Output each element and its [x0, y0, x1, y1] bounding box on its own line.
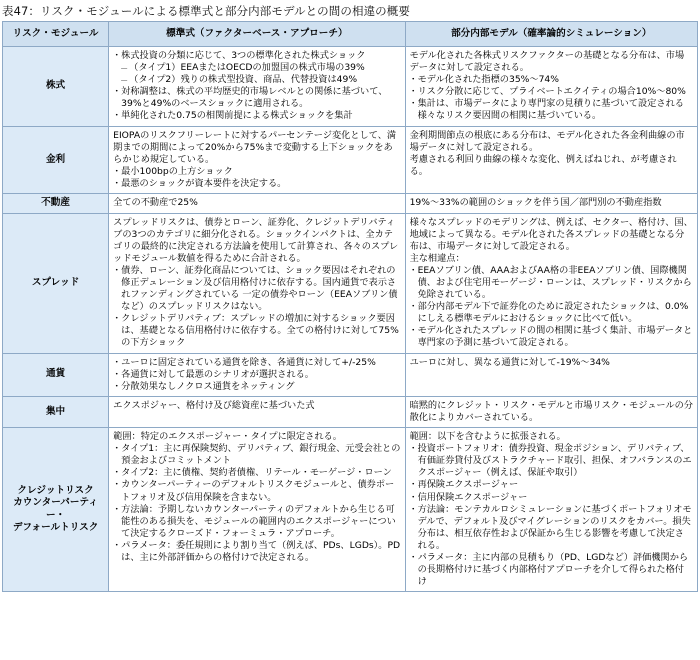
table-caption: 表47：リスク・モジュールによる標準式と部分内部モデルとの間の相違の概要 — [2, 4, 410, 18]
standard-formula-item: ・ クレジットデリバティブ：スプレッドの増加に対するショック要因は、基礎となる信用格付けに依存する。全ての格付けに対して75%の下方ショック — [113, 313, 400, 349]
internal-model-item: ・ 部分内部モデル下で証券化のために設定されたショックは、0.0%にしえる標準モデルにおけるショックに比べて低い。 — [410, 301, 693, 325]
risk-module-label: 株式 — [3, 47, 109, 127]
internal-model-item: ・ モデル化されたスプレッドの間の相関に基づく集計、市場データと専門家の予測に基づいて設定される。 — [410, 325, 693, 349]
standard-formula-list — [113, 197, 400, 209]
standard-formula-cell — [109, 126, 405, 193]
standard-formula-cell — [109, 396, 405, 427]
risk-module-label: 不動産 — [3, 194, 109, 214]
risk-module-label: クレジットリスク カウンターパーティー・ デフォールトリスク — [3, 428, 109, 592]
standard-formula-item: ・ 対称調整は、株式の平均歴史的市場レベルとの関係に基づいて、39%と49%のベースショックに適用される。 — [113, 86, 400, 110]
internal-model-cell — [405, 353, 697, 396]
standard-formula-cell — [109, 428, 405, 592]
internal-model-cell — [405, 213, 697, 353]
risk-module-label: 金利 — [3, 126, 109, 193]
internal-model-item: ユーロに対し、異なる通貨に対して-19%～34% — [409, 356, 610, 368]
standard-formula-item: ・ カウンターパーティーのデフォルトリスクモジュールと、債券ポートフォリオ及び信用保険を含まない。 — [113, 479, 400, 503]
internal-model-cell — [405, 428, 697, 592]
internal-model-cell — [405, 47, 697, 127]
internal-model-list — [410, 197, 693, 209]
standard-formula-list — [113, 431, 400, 564]
standard-formula-item: ・ ユーロに固定されている通貨を除き、各通貨に対して+/-25% — [113, 357, 400, 369]
standard-formula-item: ・ 分散効果なしノクロス通貨をネッティング — [113, 381, 400, 393]
standard-formula-cell — [109, 194, 405, 214]
internal-model-item: モデル化された各株式リスクファクターの基礎となる分布は、市場データに対して設定される。 — [409, 50, 685, 74]
standard-formula-cell — [109, 213, 405, 353]
table-row — [3, 194, 698, 214]
comparison-table — [2, 21, 698, 592]
standard-formula-item: ・ 最小100bpの上方ショック — [113, 166, 400, 178]
risk-module-label: 通貨 — [3, 353, 109, 396]
table-body — [3, 47, 698, 592]
risk-module-label: 集中 — [3, 396, 109, 427]
standard-formula-item: スプレッドリスクは、債券とローン、証券化、クレジットデリバティブの3つのカテゴリに細分化される。ショックインパクトは、全カテゴリの最終的に決定される方法論を使用して計算され、各々のスプレッドモジュール数値を得るために合計される。 — [113, 216, 399, 264]
table-row — [3, 47, 698, 127]
internal-model-list — [410, 357, 693, 369]
standard-formula-item: － （タイプ2）残りの株式型投資、商品、代替投資は49% — [113, 74, 400, 86]
standard-formula-item: 全ての不動産で25% — [113, 197, 198, 209]
internal-model-item: ・ 方法論：モンテカルロシミュレーションに基づくポートフォリオモデルで、デフォルト及びマイグレーションのリスクをカバー。損失分布は、相互依存性および保証から生じる影響を考慮して決定される。 — [410, 504, 693, 552]
internal-model-cell — [405, 126, 697, 193]
standard-formula-item: EIOPAのリスクフリーレートに対するパーセンテージ変化として、満期までの期間によって20%から75%まで変動する上下ショックをあらかじめ規定している。 — [113, 129, 397, 165]
internal-model-cell — [405, 194, 697, 214]
standard-formula-list — [113, 217, 400, 350]
standard-formula-cell — [109, 353, 405, 396]
header-row — [3, 22, 698, 47]
internal-model-list — [410, 431, 693, 588]
standard-formula-item: ・ タイプ2：主に債権、契約者債権、リテール・モーゲージ・ローン — [113, 467, 400, 479]
standard-formula-item: ・ タイプ1：主に再保険契約、デリバティブ、銀行現金、元受会社との預金およびコミットメント — [113, 443, 400, 467]
standard-formula-cell — [109, 47, 405, 127]
standard-formula-item: ・ 単純化された0.75の相関前提による株式ショックを集計 — [113, 110, 400, 122]
internal-model-item: ・ 信用保険エクスポージャー — [410, 492, 693, 504]
internal-model-item: ・ 投資ポートフォリオ：債券投資、現金ポジション、デリバティブ、有価証券貸付及びストラクチャード取引、担保、オフバランスのエクスポージャー（例えば、保証や取引） — [410, 443, 693, 479]
standard-formula-item: ・ 債券、ローン、証券化商品については、ショック要因はそれぞれの修正デュレーション及び信用格付けに依存する。国内通貨で表示されファンディングされている 一定の債券やローン（EEAソブリン債など）のスプレッドリスクはない。 — [113, 265, 400, 313]
table-row — [3, 396, 698, 427]
internal-model-item: ・ パラメータ：主に内部の見積もり（PD、LGDなど）評価機関からの長期格付けに基づく内部格付アプローチを介して得られた格付け — [410, 552, 693, 588]
internal-model-item: ・ リスク分散に応じて、プライベートエクイティの場合10%～80% — [410, 86, 693, 98]
internal-model-item: 暗黙的にクレジット・リスク・モデルと市場リスク・モジュールの分散化によりカバーされている。 — [409, 399, 693, 423]
standard-formula-item: － （タイプ1）EEAまたはOECDの加盟国の株式市場の39% — [113, 62, 400, 74]
internal-model-cell — [405, 396, 697, 427]
standard-formula-item: ・ パラメータ：委任規則により割り当て（例えば、PDs、LGDs）。PDは、主に外部評価からの格付けで決定される。 — [113, 540, 400, 564]
standard-formula-list — [113, 130, 400, 190]
standard-formula-item: エクスポジャー、格付け及び総資産に基づいた式 — [113, 399, 315, 411]
table-header — [3, 22, 698, 47]
table-row — [3, 428, 698, 592]
internal-model-item: ・ モデル化された指標の35%～74% — [410, 74, 693, 86]
internal-model-item: 金利期間節点の根底にある分布は、モデル化された各金利曲線の市場データに対して設定される。 — [409, 129, 685, 153]
internal-model-item: 様々なスプレッドのモデリングは、例えば、セクター、格付け、国、地域によって異なる。モデル化された各スプレッドの基礎となる分布は、市場データに対して設定される。 — [409, 216, 693, 252]
standard-formula-item: ・ 株式投資の分類に応じて、3つの標準化された株式ショック — [113, 50, 400, 62]
internal-model-item: 範囲：以下を含むように拡張される。 — [409, 431, 566, 443]
standard-formula-list — [113, 400, 400, 412]
internal-model-item: ・ 集計は、市場データにより専門家の見積りに基づいて設定される様々なリスク要因間の相関に基づいている。 — [410, 98, 693, 122]
internal-model-list — [410, 400, 693, 424]
standard-formula-list — [113, 357, 400, 393]
header-internal-model: 部分内部モデル（確率論的シミュレーション） — [405, 22, 697, 47]
table-row — [3, 213, 698, 353]
internal-model-item: 主な相違点： — [409, 252, 465, 264]
internal-model-item: ・ 再保険エクスポージャー — [410, 479, 693, 491]
standard-formula-item: 範囲：特定のエクスポージャー・タイプに限定される。 — [113, 431, 342, 443]
internal-model-item: ・ EEAソブリン債、AAAおよびAA格の非EEAソブリン債、国際機関債、および住宅用モーゲージ・ローンは、スプレッド・リスクから免除されている。 — [410, 265, 693, 301]
header-risk-module: リスク・モジュール — [3, 22, 109, 47]
header-standard-formula: 標準式（ファクターベース・アプローチ） — [109, 22, 405, 47]
internal-model-list — [410, 50, 693, 123]
internal-model-item: 考慮される利回り曲線の様々な変化、例えばねじれ、が考慮される。 — [409, 153, 677, 177]
internal-model-list — [410, 217, 693, 350]
standard-formula-item: ・ 最悪のショックが資本要件を決定する。 — [113, 178, 400, 190]
standard-formula-list — [113, 50, 400, 123]
internal-model-list — [410, 130, 693, 178]
risk-module-label: スプレッド — [3, 213, 109, 353]
internal-model-item: 19%～33%の範囲のショックを伴う国／部門別の不動産指数 — [409, 197, 662, 209]
standard-formula-item: ・ 各通貨に対して最悪のシナリオが選択される。 — [113, 369, 400, 381]
table-row — [3, 353, 698, 396]
standard-formula-item: ・ 方法論：予期しないカウンターパーティのデフォルトから生じる可能性のある損失を、モジュールの範囲内のエクスポージャーについて決定するクローズド・フォーミュラ・アプローチ。 — [113, 504, 400, 540]
table-row — [3, 126, 698, 193]
